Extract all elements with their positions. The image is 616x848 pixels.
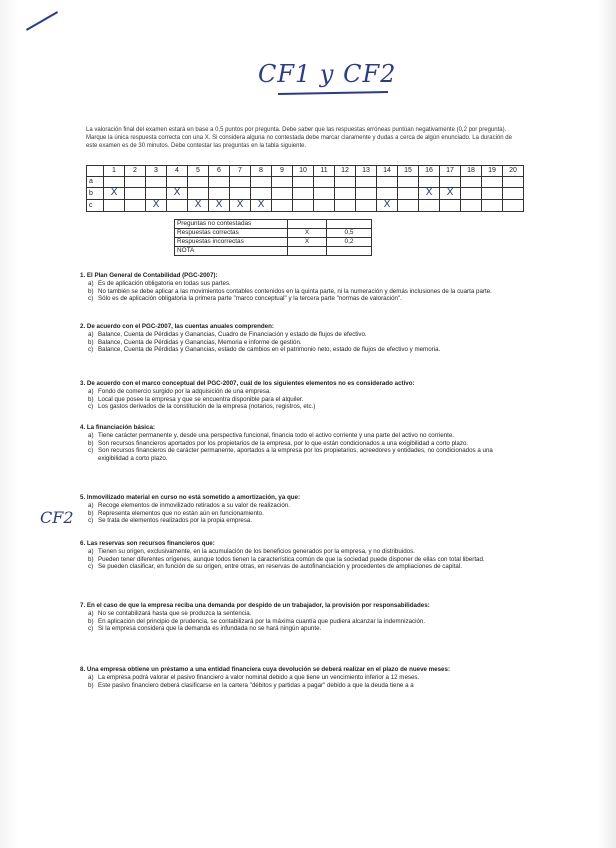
answer-cell <box>377 188 398 200</box>
option-text: En aplicación del principio de prudencia, se contabilizará por la máxima cuantía que pudiera alcanzar la indemnización. <box>98 617 426 625</box>
answer-cell <box>230 177 251 188</box>
score-cell: Respuestas correctas <box>175 229 288 238</box>
option-text: Este pasivo financiero deberá clasificarse en la cartera "débitos y partidas a pagar" debido a que la deuda tiene a a <box>98 681 414 689</box>
score-cell: Preguntas no contestadas <box>175 220 288 229</box>
answer-cell <box>209 188 230 200</box>
answer-option <box>80 610 520 618</box>
option-letter: b) <box>88 681 94 689</box>
answer-cell <box>482 188 503 200</box>
option-letter: a) <box>88 387 94 395</box>
grid-col-2: 2 <box>125 166 146 177</box>
answer-mark: X <box>215 199 223 210</box>
grid-col-3: 3 <box>146 166 167 177</box>
grid-row-b <box>87 188 524 200</box>
answer-cell <box>482 177 503 188</box>
answer-cell <box>314 200 335 212</box>
answer-cell <box>356 177 377 188</box>
answer-option <box>80 396 520 404</box>
answer-cell <box>398 177 419 188</box>
answer-cell <box>419 188 440 200</box>
answer-cell <box>461 177 482 188</box>
answer-cell <box>167 177 188 188</box>
answer-cell <box>251 200 272 212</box>
answer-cell <box>104 188 125 200</box>
answer-cell <box>167 188 188 200</box>
option-letter: b) <box>88 509 94 517</box>
answer-cell <box>356 200 377 212</box>
option-text: Tienen su origen, exclusivamente, en la acumulación de los beneficios generados por la empresa, y no distribuidos. <box>98 547 415 555</box>
answer-mark: X <box>446 187 454 198</box>
grid-col-17: 17 <box>440 166 461 177</box>
answer-cell <box>104 177 125 188</box>
option-letter: a) <box>88 673 94 681</box>
grid-col-20: 20 <box>503 166 524 177</box>
answer-cell <box>293 200 314 212</box>
answer-mark: X <box>194 199 202 210</box>
answer-cell <box>461 188 482 200</box>
option-letter: a) <box>88 547 94 555</box>
grid-col-13: 13 <box>356 166 377 177</box>
option-letter: a) <box>88 609 94 617</box>
answer-cell <box>314 188 335 200</box>
answer-cell <box>356 188 377 200</box>
option-text: Pueden tener diferentes orígenes, aunque todos tienen la característica común de que la sociedad puede disponer de ellas con total libertad. <box>98 555 485 563</box>
option-text: Sólo es de aplicación obligatoria la primera parte "marco conceptual" y la tercera parte "normas de valoración". <box>98 295 402 303</box>
answer-cell <box>125 200 146 212</box>
option-text: No se contabilizará hasta que se produzca la sentencia. <box>98 609 252 617</box>
option-letter: b) <box>88 439 94 447</box>
answer-cell <box>377 177 398 188</box>
answer-cell <box>335 188 356 200</box>
question-text: 4. La financiación básica: <box>80 424 155 431</box>
option-letter: c) <box>88 563 94 571</box>
answer-cell <box>146 188 167 200</box>
answer-cell <box>398 188 419 200</box>
question-text: 6. Las reservas son recursos financieros que: <box>80 540 215 547</box>
grid-col-5: 5 <box>188 166 209 177</box>
answer-cell <box>482 200 503 212</box>
option-text: Si la empresa considera que la demanda es infundada no se hará ningún apunte. <box>98 625 322 633</box>
answer-grid <box>86 165 524 212</box>
grid-col-8: 8 <box>251 166 272 177</box>
score-cell: X <box>288 229 327 238</box>
answer-cell <box>251 188 272 200</box>
answer-cell <box>146 177 167 188</box>
option-text: Son recursos financieros aportados por los propietarios de la empresa, por lo que están condicionados a una exigibilidad a corto plazo. <box>98 439 469 447</box>
option-letter: a) <box>88 501 94 509</box>
question-text: 7. En el caso de que la empresa reciba una demanda por despido de un trabajador, la provisión por responsabilidades: <box>80 602 430 609</box>
answer-cell <box>461 200 482 212</box>
question-7 <box>80 602 520 633</box>
answer-cell <box>503 177 524 188</box>
score-cell <box>288 220 327 229</box>
score-row <box>175 238 372 247</box>
grid-row-label: a <box>87 177 104 188</box>
answer-option <box>80 674 520 682</box>
answer-cell <box>503 188 524 200</box>
answer-option <box>80 682 520 690</box>
score-row <box>175 229 372 238</box>
grid-col-18: 18 <box>461 166 482 177</box>
answer-option <box>80 440 520 448</box>
answer-mark: X <box>110 187 118 198</box>
question-1 <box>80 272 520 303</box>
option-letter: b) <box>88 617 94 625</box>
answer-option <box>80 556 520 564</box>
grid-row-label: b <box>87 188 104 200</box>
answer-cell <box>440 177 461 188</box>
option-letter: b) <box>88 555 94 563</box>
option-letter: a) <box>88 431 94 439</box>
option-text: Balance, Cuenta de Pérdidas y Ganancias, estado de cambios en el patrimonio neto, estado de flujos de efectivo y memoria. <box>98 346 441 354</box>
option-text: Los gastos derivados de la constitución de la empresa (notarios, registros, etc.) <box>98 403 316 411</box>
grid-col-11: 11 <box>314 166 335 177</box>
score-cell <box>327 247 372 256</box>
score-row <box>175 220 372 229</box>
answer-mark: X <box>425 187 433 198</box>
option-text: Es de aplicación obligatoria en todas sus partes. <box>98 279 231 287</box>
answer-cell <box>188 177 209 188</box>
answer-cell <box>314 177 335 188</box>
answer-mark: X <box>173 187 181 198</box>
answer-option <box>80 280 520 288</box>
option-text: Recoge elementos de inmovilizado retirados a su valor de realización. <box>98 501 290 509</box>
grid-col-6: 6 <box>209 166 230 177</box>
answer-option <box>80 618 520 626</box>
answer-option <box>80 548 520 556</box>
option-letter: b) <box>88 338 94 346</box>
question-text: 5. Inmovilizado material en curso no está sometido a amortización, ya que: <box>80 494 301 501</box>
answer-cell <box>440 188 461 200</box>
answer-cell <box>125 177 146 188</box>
option-text: Se trata de elementos realizados por la propia empresa. <box>98 517 253 525</box>
question-text: 3. De acuerdo con el marco conceptual del PGC-2007, cuál de los siguientes elementos no es considerado activo: <box>80 380 415 387</box>
option-text: Fondo de comercio surgido por la adquisición de una empresa. <box>98 387 272 395</box>
option-letter: c) <box>88 403 94 411</box>
answer-option <box>80 432 520 440</box>
question-text: 2. De acuerdo con el PGC-2007, las cuentas anuales comprenden: <box>80 323 274 330</box>
score-table <box>174 219 372 256</box>
answer-option <box>80 625 520 633</box>
answer-cell <box>293 188 314 200</box>
option-letter: c) <box>88 517 94 525</box>
option-letter: a) <box>88 279 94 287</box>
answer-option <box>80 502 520 510</box>
answer-cell <box>293 177 314 188</box>
grid-row-c <box>87 200 524 212</box>
grid-col-9: 9 <box>272 166 293 177</box>
score-cell: NOTA <box>175 247 288 256</box>
question-5 <box>80 494 520 525</box>
answer-cell <box>125 188 146 200</box>
answer-option <box>80 388 520 396</box>
answer-option <box>80 403 520 411</box>
option-letter: c) <box>88 346 94 354</box>
grid-row-label: c <box>87 200 104 212</box>
score-cell: Respuestas incorrectas <box>175 238 288 247</box>
option-text: Son recursos financieros de carácter permanente, aportados a la empresa por los propietarios, acreedores y entidades, no condicionados a una exigibilidad a corto plazo. <box>98 447 493 463</box>
answer-option <box>80 563 520 571</box>
option-letter: a) <box>88 330 94 338</box>
question-8 <box>80 666 520 689</box>
grid-col-7: 7 <box>230 166 251 177</box>
option-text: Representa elementos que no están aún en funcionamiento. <box>98 509 264 517</box>
handwritten-title: CF1 y CF2 <box>258 60 397 88</box>
option-text: No también se debe aplicar a las movimientos contables contenidos en la quinta parte, ni la numeración y demás inclusiones de la cuarta parte. <box>98 287 492 295</box>
grid-col-19: 19 <box>482 166 503 177</box>
answer-cell <box>146 200 167 212</box>
answer-option <box>80 331 520 339</box>
answer-cell <box>272 188 293 200</box>
answer-cell <box>272 177 293 188</box>
score-cell: X <box>288 238 327 247</box>
answer-cell <box>188 188 209 200</box>
answer-option <box>80 288 520 296</box>
answer-mark: X <box>152 199 160 210</box>
score-row <box>175 247 372 256</box>
answer-option <box>80 517 520 525</box>
option-text: Local que posee la empresa y que se encuentra disponible para el alquiler. <box>98 395 304 403</box>
answer-cell <box>335 200 356 212</box>
answer-cell <box>440 200 461 212</box>
answer-cell <box>377 200 398 212</box>
answer-cell <box>419 200 440 212</box>
answer-cell <box>104 200 125 212</box>
answer-cell <box>419 177 440 188</box>
answer-cell <box>209 177 230 188</box>
answer-cell <box>503 200 524 212</box>
option-text: La empresa podrá valorar el pasivo financiero a valor nominal debido a que tiene un vencimiento inferior a 12 meses. <box>98 673 420 681</box>
grid-col-10: 10 <box>293 166 314 177</box>
question-text: 8. Una empresa obtiene un préstamo a una entidad financiera cuya devolución se deberá realizar en el plazo de nueve meses: <box>80 666 451 673</box>
answer-option <box>80 295 520 303</box>
exam-instructions: La valoración final del examen estará en base a 0,5 puntos por pregunta. Debe saber que las respuestas erróneas puntúan negativamente (0,2 por pregunta). Marque la única respuesta correcta con una X. Si considera alguna no contestada debe marcar claramente y dudas a cerca de algún enunciado. La duración de este examen es de 30 minutos. Debe contestar las preguntas en la tabla siguiente. <box>86 127 512 150</box>
score-cell <box>327 220 372 229</box>
answer-cell <box>230 200 251 212</box>
option-letter: c) <box>88 447 94 455</box>
option-text: Tiene carácter permanente y, desde una perspectiva funcional, financia todo el activo corriente y una parte del activo no corriente. <box>98 431 454 439</box>
option-letter: b) <box>88 287 94 295</box>
option-text: Balance, Cuenta de Pérdidas y Ganancias, Memoria e informe de gestión. <box>98 338 302 346</box>
answer-cell <box>272 200 293 212</box>
answer-cell <box>251 177 272 188</box>
answer-cell <box>398 200 419 212</box>
answer-cell <box>188 200 209 212</box>
answer-cell <box>335 177 356 188</box>
option-letter: c) <box>88 295 94 303</box>
grid-col-1: 1 <box>104 166 125 177</box>
answer-option <box>80 510 520 518</box>
grid-col-4: 4 <box>167 166 188 177</box>
answer-cell <box>230 188 251 200</box>
pen-stroke <box>26 11 58 31</box>
answer-option <box>80 346 520 354</box>
answer-mark: X <box>383 199 391 210</box>
answer-mark: X <box>236 199 244 210</box>
option-letter: c) <box>88 625 94 633</box>
question-text: 1. El Plan General de Contabilidad (PGC-2007): <box>80 272 218 279</box>
question-2 <box>80 323 520 354</box>
option-text: Se pueden clasificar, en función de su origen, entre otras, en reservas de autofinanciación y procedentes de ampliaciones de capital. <box>98 563 462 571</box>
question-4 <box>80 424 520 463</box>
answer-cell <box>167 200 188 212</box>
question-3 <box>80 380 520 411</box>
title-underline <box>278 91 388 95</box>
grid-col-14: 14 <box>377 166 398 177</box>
answer-option <box>80 339 520 347</box>
question-6 <box>80 540 520 571</box>
grid-row-a <box>87 177 524 188</box>
answer-mark: X <box>257 199 265 210</box>
score-cell <box>288 247 327 256</box>
score-cell: 0,5 <box>327 229 372 238</box>
answer-cell <box>209 200 230 212</box>
option-text: Balance, Cuenta de Pérdidas y Ganancias, Cuadro de Financiación y estado de flujos de efectivo. <box>98 330 367 338</box>
option-letter: b) <box>88 395 94 403</box>
score-cell: 0,2 <box>327 238 372 247</box>
grid-col-12: 12 <box>335 166 356 177</box>
grid-col-16: 16 <box>419 166 440 177</box>
grid-col-15: 15 <box>398 166 419 177</box>
margin-note: CF2 <box>40 508 74 527</box>
answer-option <box>80 447 520 463</box>
